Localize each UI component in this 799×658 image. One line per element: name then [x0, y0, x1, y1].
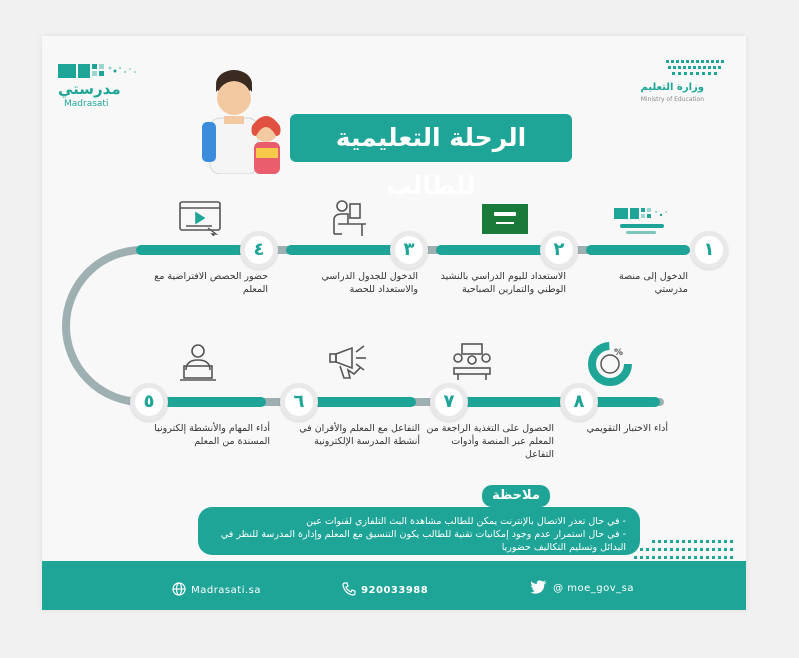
page-title: الرحلة التعليمية للطالب — [290, 114, 572, 162]
madrasati-logo-icon — [612, 206, 676, 238]
footer — [42, 561, 746, 610]
ministry-en-text: Ministry of Education — [640, 96, 704, 103]
student-desk-icon — [328, 198, 368, 238]
note-box — [198, 507, 640, 555]
step-number-8: ٨ — [560, 383, 598, 421]
madrasati-en-text: Madrasati — [64, 99, 109, 109]
note-line-2: - في حال استمرار عدم وجود إمكانيات تقنية للطالب يكون التنسيق مع المعلم وإدارة المدرسة للنظر في البدائل وتسليم التكاليف حضوريا — [220, 529, 626, 553]
note-title: ملاحظة — [482, 485, 550, 507]
footer-twitter[interactable] — [530, 576, 634, 595]
twitter-icon — [530, 579, 548, 595]
percent-chart-icon — [588, 342, 632, 386]
step-number-4: ٤ — [240, 231, 278, 269]
note-line-1: - في حال تعذر الاتصال بالإنترنت يمكن للطالب مشاهدة البث التلفازي لقنوات عين — [306, 516, 626, 527]
footer-website[interactable] — [172, 578, 261, 597]
step-text-2: الاستعداد لليوم الدراسي بالنشيد الوطني والتمارين الصباحية — [440, 271, 566, 295]
ministry-ar-text: وزارة التعليم — [640, 82, 704, 93]
meeting-icon — [450, 342, 494, 382]
step-number-3: ٣ — [390, 231, 428, 269]
step-text-8: أداء الاختبار التقويمي — [586, 423, 668, 434]
video-browser-icon — [178, 200, 224, 236]
step-number-6: ٦ — [280, 383, 318, 421]
phone-icon — [342, 582, 356, 596]
twitter-text: @ moe_gov_sa — [553, 583, 635, 594]
saudi-flag-icon — [482, 204, 528, 234]
website-text: Madrasati.sa — [191, 585, 261, 596]
step-number-2: ٢ — [540, 231, 578, 269]
svg-text:%: % — [614, 348, 624, 358]
step-bar-1 — [586, 245, 690, 255]
megaphone-icon — [326, 340, 372, 384]
infographic-card — [42, 36, 746, 610]
step-number-1: ١ — [690, 231, 728, 269]
step-text-5: أداء المهام والأنشطة إلكترونيا المسندة من المعلم — [154, 423, 270, 447]
step-number-5: ٥ — [130, 383, 168, 421]
step-number-7: ٧ — [430, 383, 468, 421]
step-text-3: الدخول للجدول الدراسي والاستعداد للحصة — [321, 271, 418, 295]
decorative-dots — [632, 538, 742, 562]
phone-text: 920033988 — [361, 585, 429, 596]
footer-phone[interactable] — [342, 578, 428, 597]
laptop-user-icon — [178, 342, 218, 384]
step-text-4: حضور الحصص الافتراضية مع المعلم — [154, 271, 268, 295]
step-text-6: التفاعل مع المعلم والأقران في أنشطة المدرسة الإلكترونية — [299, 423, 420, 447]
madrasati-ar-text: مدرستي — [58, 80, 121, 98]
globe-icon — [172, 582, 186, 596]
step-text-1: الدخول إلى منصة مدرستي — [619, 271, 688, 295]
step-text-7: الحصول على التغذية الراجعة من المعلم عبر المنصة وأدوات التفاعل — [426, 423, 554, 460]
